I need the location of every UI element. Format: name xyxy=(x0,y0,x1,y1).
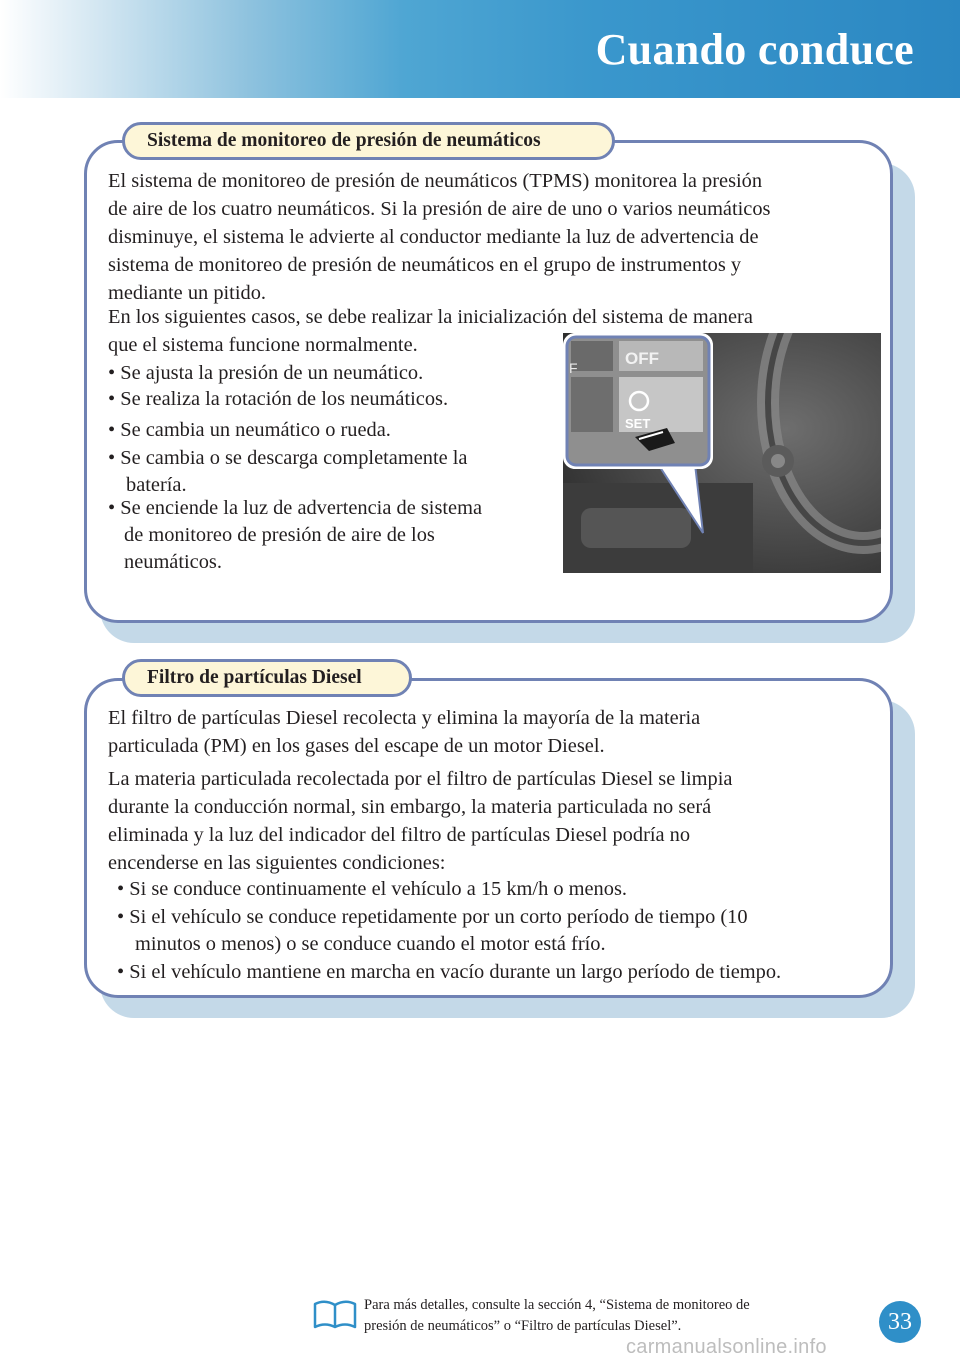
list-item: • Se ajusta la presión de un neumático. xyxy=(108,362,424,384)
text-line: encenderse en las siguientes condiciones: xyxy=(108,852,446,874)
set-label: SET xyxy=(625,416,651,431)
list-item: • Se cambia o se descarga completamente la xyxy=(108,447,468,469)
text-line: durante la conducción normal, sin embargo, la materia particulada no será xyxy=(108,796,712,818)
page-title: Cuando conduce xyxy=(595,25,914,74)
list-item: • Se enciende la luz de advertencia de sistema xyxy=(108,497,483,519)
text-line: particulada (PM) en los gases del escape de un motor Diesel. xyxy=(108,735,605,757)
text-line: El sistema de monitoreo de presión de neumáticos (TPMS) monitorea la presión xyxy=(108,170,763,192)
list-item-continuation: minutos o menos) o se conduce cuando el motor está frío. xyxy=(135,933,606,955)
list-item: • Si se conduce continuamente el vehículo a 15 km/h o menos. xyxy=(117,878,627,900)
text-line: sistema de monitoreo de presión de neumáticos en el grupo de instrumentos y xyxy=(108,254,742,276)
dashboard-photo-illustration xyxy=(563,333,881,573)
book-icon xyxy=(312,1300,358,1335)
list-item: • Si el vehículo mantiene en marcha en vacío durante un largo período de tiempo. xyxy=(117,961,782,983)
text-line: mediante un pitido. xyxy=(108,282,266,304)
text-line: eliminada y la luz del indicador del filtro de partículas Diesel podría no xyxy=(108,824,691,846)
text-line: El filtro de partículas Diesel recolecta y elimina la mayoría de la materia xyxy=(108,707,701,729)
page-number: 33 xyxy=(879,1301,921,1343)
text-line: disminuye, el sistema le advierte al conductor mediante la luz de advertencia de xyxy=(108,226,759,248)
list-item: • Si el vehículo se conduce repetidamente por un corto período de tiempo (10 xyxy=(117,906,748,928)
text-line: que el sistema funcione normalmente. xyxy=(108,334,418,356)
list-item-continuation: de monitoreo de presión de aire de los xyxy=(124,524,435,546)
dpf-section-tab: Filtro de partículas Diesel xyxy=(122,659,412,697)
off-label: OFF xyxy=(625,349,659,368)
watermark: carmanualsonline.info xyxy=(626,1336,827,1358)
list-item: • Se cambia un neumático o rueda. xyxy=(108,419,391,441)
text-line: La materia particulada recolectada por el filtro de partículas Diesel se limpia xyxy=(108,768,733,790)
tpms-section-tab: Sistema de monitoreo de presión de neumáticos xyxy=(122,122,615,160)
text-line: En los siguientes casos, se debe realizar la inicialización del sistema de manera xyxy=(108,306,753,328)
note-line: Para más detalles, consulte la sección 4, “Sistema de monitoreo de xyxy=(364,1297,750,1313)
reference-note xyxy=(364,1295,844,1337)
tpms-set-button-photo xyxy=(563,333,881,573)
list-item-continuation: neumáticos. xyxy=(124,551,222,573)
note-line: presión de neumáticos” o “Filtro de partículas Diesel”. xyxy=(364,1318,682,1334)
page-header xyxy=(0,0,960,98)
f-label: F xyxy=(569,360,578,376)
list-item-continuation: batería. xyxy=(126,474,187,496)
text-line: de aire de los cuatro neumáticos. Si la presión de aire de uno o varios neumáticos xyxy=(108,198,771,220)
list-item: • Se realiza la rotación de los neumáticos. xyxy=(108,388,449,410)
